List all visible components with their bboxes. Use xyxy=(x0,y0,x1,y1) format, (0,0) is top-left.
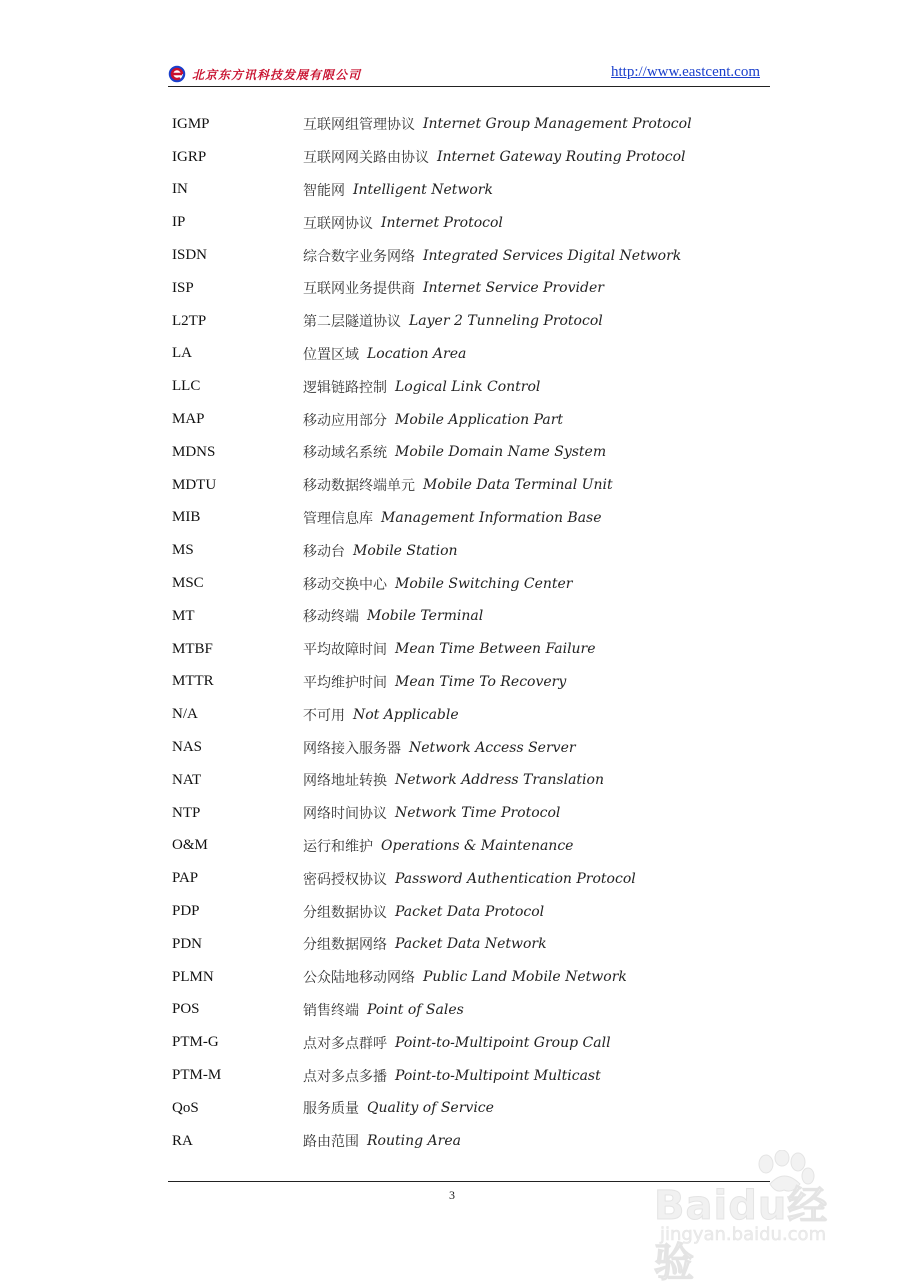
term-abbreviation: IGRP xyxy=(172,148,207,165)
term-abbreviation: PTM-M xyxy=(172,1067,222,1083)
glossary-row xyxy=(172,830,772,863)
term-abbreviation: LA xyxy=(172,345,192,362)
glossary-row xyxy=(172,862,772,895)
term-english: Location Area xyxy=(367,345,467,362)
glossary-row xyxy=(172,272,772,305)
term-abbreviation: MDTU xyxy=(172,476,217,493)
term-abbreviation: PDN xyxy=(172,935,203,952)
glossary-row xyxy=(172,370,772,403)
term-english: Mobile Data Terminal Unit xyxy=(423,477,613,494)
term-english: Password Authentication Protocol xyxy=(395,870,636,887)
glossary-row xyxy=(172,174,772,207)
page-number: 3 xyxy=(449,1188,455,1202)
term-english: Network Time Protocol xyxy=(395,805,561,822)
term-chinese: 分组数据网络 xyxy=(303,937,387,954)
glossary-row xyxy=(172,633,772,666)
glossary-row xyxy=(172,436,772,469)
term-abbreviation: L2TP xyxy=(172,312,207,329)
term-english: Internet Group Management Protocol xyxy=(423,116,692,133)
term-english: Layer 2 Tunneling Protocol xyxy=(409,313,603,330)
term-abbreviation: ISDN xyxy=(172,247,208,264)
baidu-watermark xyxy=(654,1150,864,1286)
term-chinese: 智能网 xyxy=(303,182,345,199)
glossary-list xyxy=(172,108,772,1158)
glossary-row xyxy=(172,1092,772,1125)
term-english: Network Address Translation xyxy=(395,772,604,789)
glossary-row xyxy=(172,600,772,633)
term-abbreviation: MAP xyxy=(172,411,205,428)
term-abbreviation: NTP xyxy=(172,804,201,821)
glossary-row xyxy=(172,403,772,436)
term-english: Mobile Terminal xyxy=(367,608,484,625)
term-chinese: 服务质量 xyxy=(303,1101,359,1118)
term-abbreviation: ISP xyxy=(172,279,194,296)
term-chinese: 运行和维护 xyxy=(303,838,373,855)
term-chinese: 销售终端 xyxy=(303,1002,359,1019)
term-chinese: 点对多点群呼 xyxy=(303,1035,387,1052)
term-chinese: 第二层隧道协议 xyxy=(303,314,401,331)
term-english: Point of Sales xyxy=(367,1001,464,1018)
term-abbreviation: PDP xyxy=(172,903,200,920)
term-abbreviation: MDNS xyxy=(172,443,216,460)
term-abbreviation: PAP xyxy=(172,870,199,887)
term-english: Mobile Domain Name System xyxy=(395,444,607,461)
term-chinese: 不可用 xyxy=(303,707,345,724)
eastcent-logo-icon xyxy=(168,64,188,84)
term-chinese: 平均故障时间 xyxy=(303,642,387,659)
company-name: 北京东方讯科技发展有限公司 xyxy=(192,67,362,82)
glossary-row xyxy=(172,502,772,535)
term-english: Network Access Server xyxy=(409,739,576,756)
term-chinese: 移动域名系统 xyxy=(303,445,387,462)
term-chinese: 点对多点多播 xyxy=(303,1068,387,1085)
term-english: Point-to-Multipoint Multicast xyxy=(395,1067,601,1084)
company-logo xyxy=(168,64,361,84)
glossary-row xyxy=(172,1026,772,1059)
term-abbreviation: RA xyxy=(172,1132,193,1149)
term-english: Point-to-Multipoint Group Call xyxy=(395,1034,611,1051)
term-chinese: 逻辑链路控制 xyxy=(303,379,387,396)
company-url-link[interactable]: http://www.eastcent.com xyxy=(611,64,760,80)
term-abbreviation: PLMN xyxy=(172,968,214,985)
glossary-row xyxy=(172,698,772,731)
term-abbreviation: IP xyxy=(172,214,186,231)
term-english: Intelligent Network xyxy=(353,181,493,198)
term-chinese: 分组数据协议 xyxy=(303,904,387,921)
term-english: Public Land Mobile Network xyxy=(423,969,627,986)
term-chinese: 位置区域 xyxy=(303,346,359,363)
term-abbreviation: PTM-G xyxy=(172,1034,219,1051)
term-english: Mean Time Between Failure xyxy=(395,641,596,658)
glossary-row xyxy=(172,994,772,1027)
glossary-row xyxy=(172,469,772,502)
term-english: Quality of Service xyxy=(367,1100,494,1117)
term-english: Mean Time To Recovery xyxy=(395,673,567,690)
term-english: Internet Service Provider xyxy=(423,280,604,297)
glossary-row xyxy=(172,239,772,272)
term-chinese: 移动台 xyxy=(303,543,345,560)
term-chinese: 密码授权协议 xyxy=(303,871,387,888)
term-chinese: 网络地址转换 xyxy=(303,773,387,790)
term-abbreviation: MTBF xyxy=(172,640,213,657)
glossary-row xyxy=(172,534,772,567)
glossary-row xyxy=(172,108,772,141)
term-abbreviation: MS xyxy=(172,542,194,559)
glossary-row xyxy=(172,961,772,994)
term-chinese: 移动数据终端单元 xyxy=(303,478,415,495)
term-abbreviation: MIB xyxy=(172,509,201,526)
term-chinese: 移动终端 xyxy=(303,609,359,626)
term-chinese: 网络接入服务器 xyxy=(303,740,401,757)
watermark-brand: Baidu经验 xyxy=(654,1183,829,1286)
term-abbreviation: MSC xyxy=(172,575,204,592)
glossary-row xyxy=(172,567,772,600)
term-chinese: 综合数字业务网络 xyxy=(303,248,415,265)
glossary-row xyxy=(172,797,772,830)
term-english: Not Applicable xyxy=(353,706,459,723)
term-abbreviation: N/A xyxy=(172,706,198,723)
term-abbreviation: NAT xyxy=(172,771,202,788)
term-english: Internet Protocol xyxy=(381,214,503,231)
term-chinese: 管理信息库 xyxy=(303,510,373,527)
term-english: Mobile Application Part xyxy=(395,411,564,428)
glossary-row xyxy=(172,1059,772,1092)
term-english: Management Information Base xyxy=(381,509,602,526)
term-english: Packet Data Protocol xyxy=(395,903,545,920)
term-chinese: 移动应用部分 xyxy=(303,412,387,429)
term-abbreviation: MT xyxy=(172,607,195,624)
term-chinese: 平均维护时间 xyxy=(303,674,387,691)
glossary-row xyxy=(172,338,772,371)
glossary-row xyxy=(172,928,772,961)
term-chinese: 互联网协议 xyxy=(303,215,373,232)
term-abbreviation: QoS xyxy=(172,1099,199,1116)
term-english: Logical Link Control xyxy=(395,378,541,395)
term-abbreviation: O&M xyxy=(172,837,208,854)
glossary-row xyxy=(172,731,772,764)
page-header xyxy=(168,62,770,87)
term-abbreviation: POS xyxy=(172,1001,200,1018)
term-abbreviation: IGMP xyxy=(172,115,210,132)
glossary-row xyxy=(172,764,772,797)
glossary-row xyxy=(172,895,772,928)
term-english: Mobile Station xyxy=(353,542,458,559)
glossary-row xyxy=(172,141,772,174)
watermark-url: jingyan.baidu.com xyxy=(660,1224,827,1245)
term-abbreviation: LLC xyxy=(172,378,201,395)
term-chinese: 网络时间协议 xyxy=(303,806,387,823)
term-chinese: 公众陆地移动网络 xyxy=(303,970,415,987)
term-english: Internet Gateway Routing Protocol xyxy=(437,149,686,166)
term-chinese: 互联网组管理协议 xyxy=(303,117,415,134)
term-abbreviation: NAS xyxy=(172,739,203,756)
glossary-row xyxy=(172,206,772,239)
term-chinese: 互联网业务提供商 xyxy=(303,281,415,298)
term-chinese: 移动交换中心 xyxy=(303,576,387,593)
glossary-row xyxy=(172,305,772,338)
term-english: Packet Data Network xyxy=(395,936,547,953)
term-english: Operations & Maintenance xyxy=(381,837,574,854)
glossary-row xyxy=(172,666,772,699)
term-abbreviation: MTTR xyxy=(172,673,214,690)
term-chinese: 路由范围 xyxy=(303,1134,359,1151)
term-abbreviation: IN xyxy=(172,181,188,198)
term-chinese: 互联网网关路由协议 xyxy=(303,150,429,167)
term-english: Mobile Switching Center xyxy=(395,575,573,592)
term-english: Routing Area xyxy=(367,1133,461,1150)
term-english: Integrated Services Digital Network xyxy=(423,247,682,264)
